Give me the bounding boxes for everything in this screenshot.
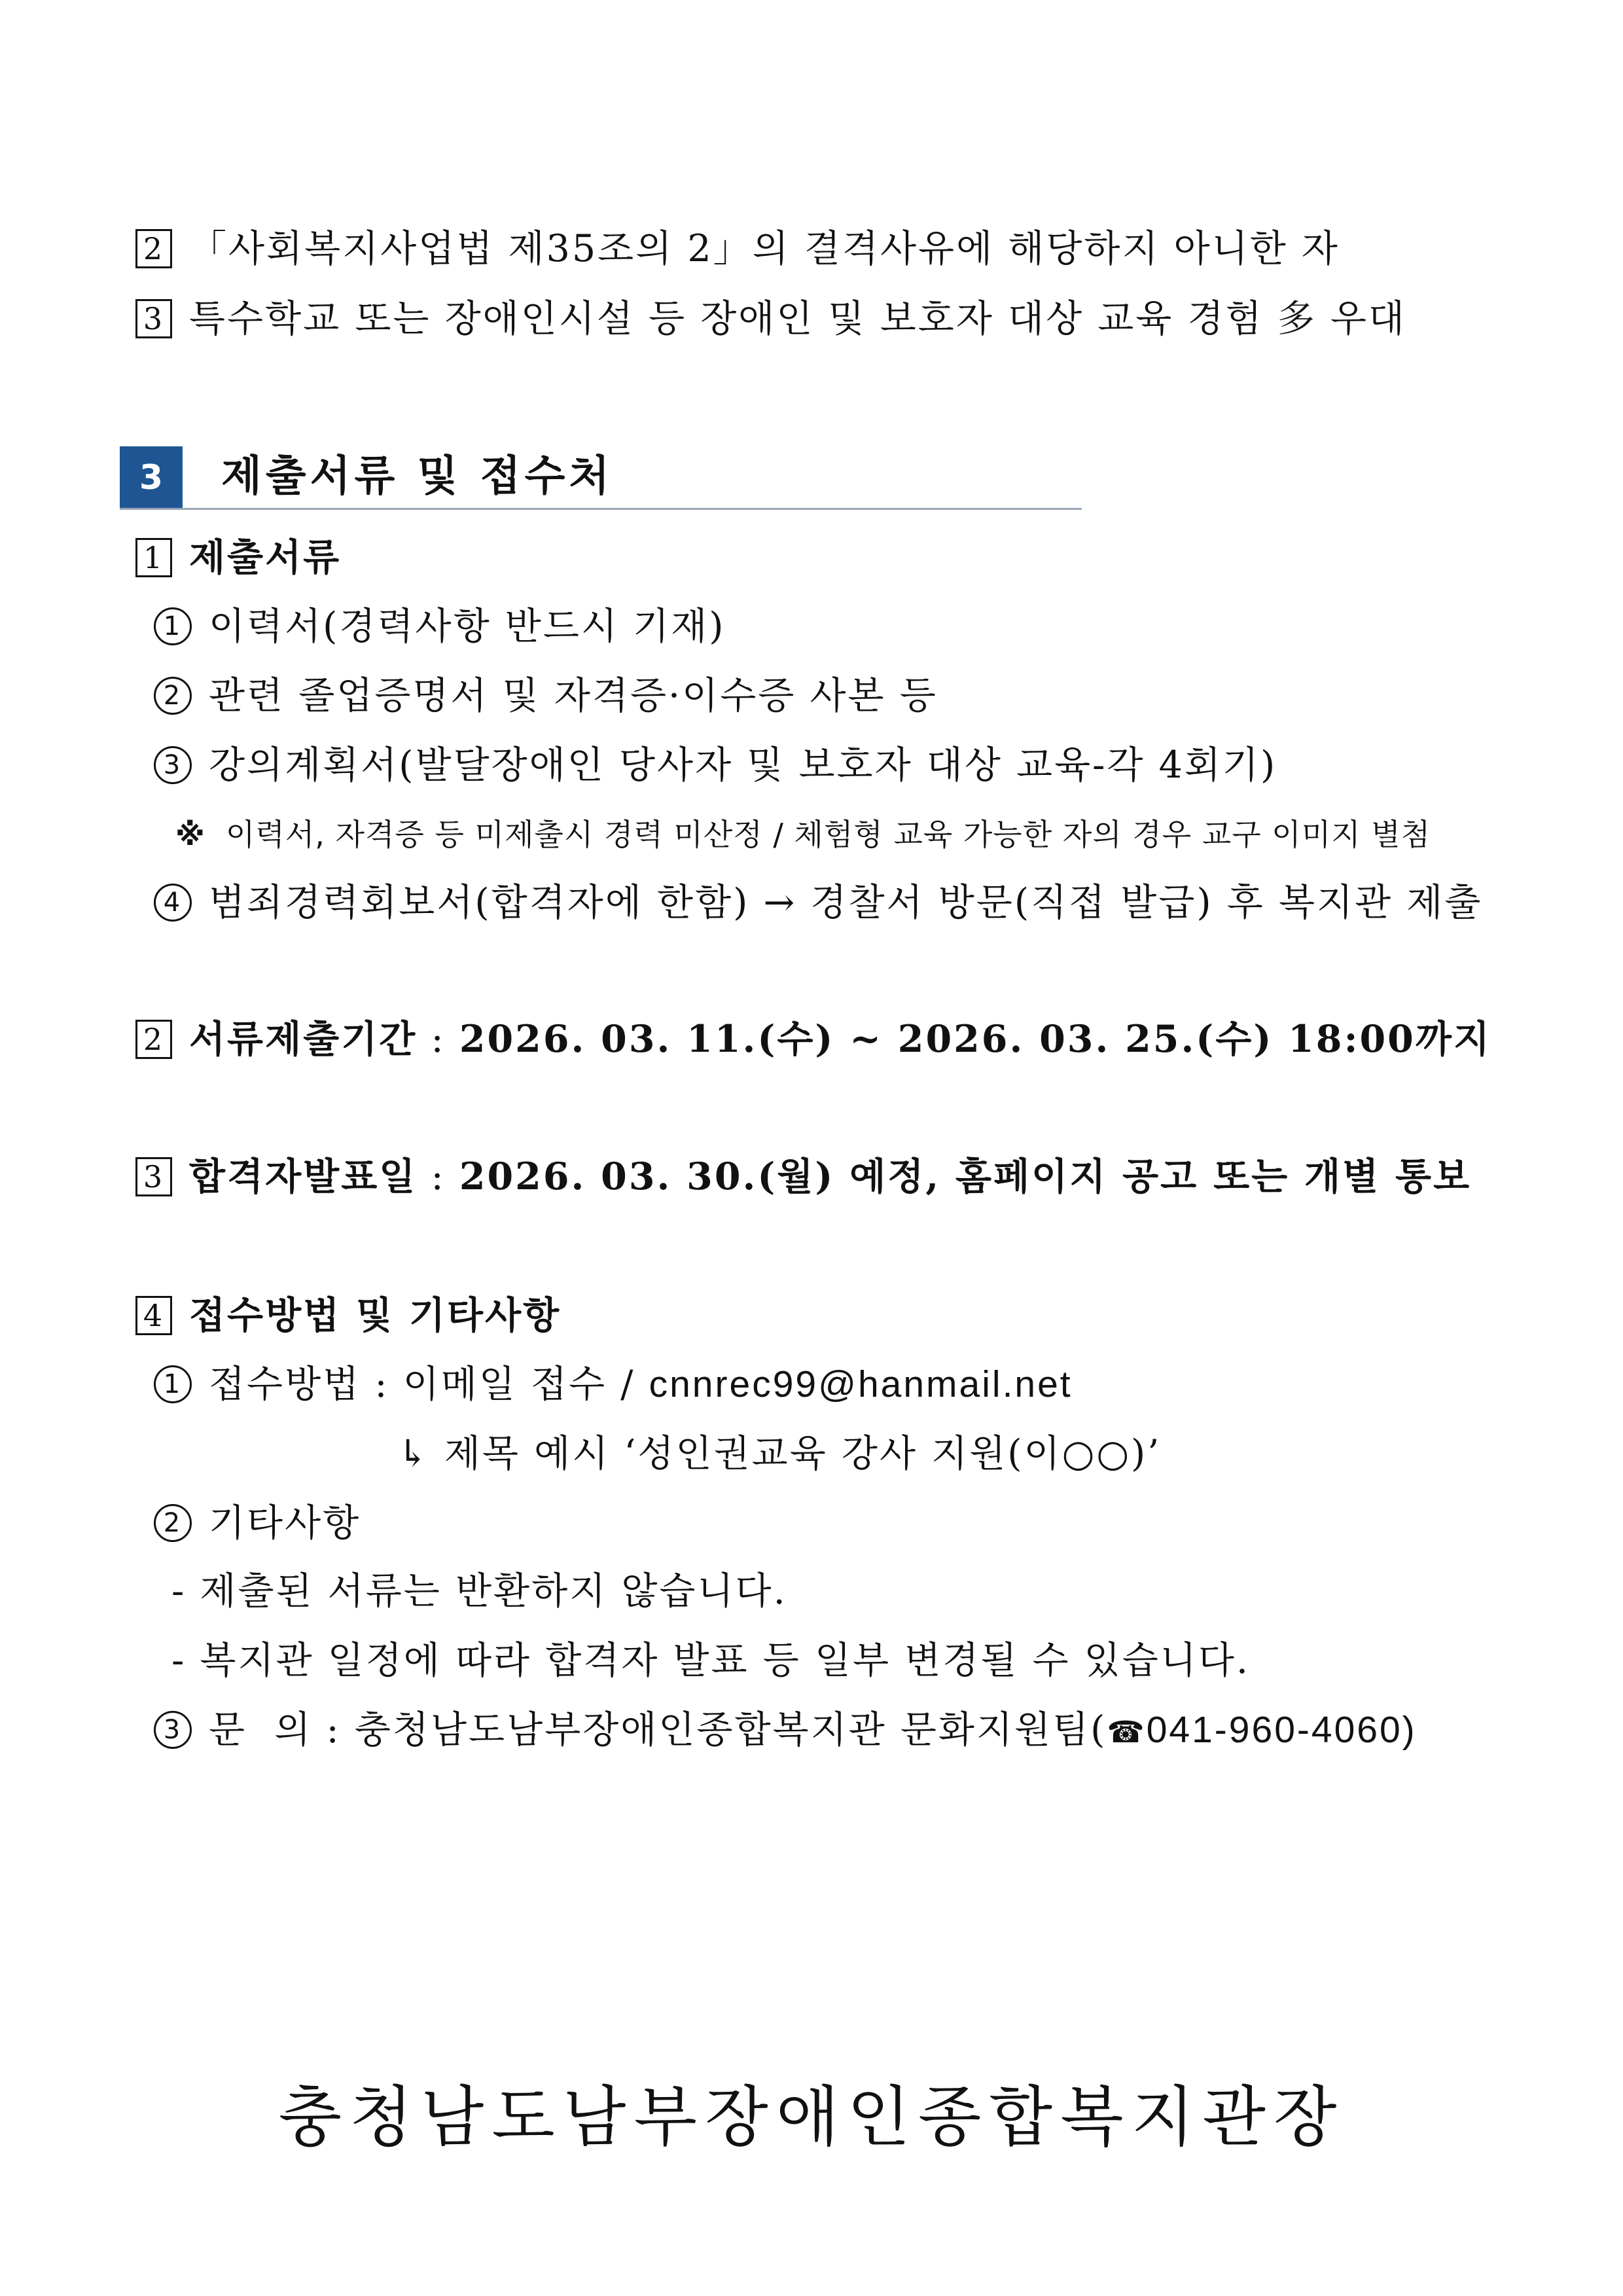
method-title: 접수방법 및 기타사항 xyxy=(189,1293,562,1337)
item-number: 2 xyxy=(154,677,192,715)
document-item-4 xyxy=(154,876,1482,929)
eligibility-item-3 xyxy=(135,293,1406,345)
item-number: 4 xyxy=(154,884,192,922)
method-separator: : xyxy=(374,1363,389,1406)
email-address: cnnrec99@hanmail.net xyxy=(649,1363,1073,1405)
eligibility-text: 「사회복지사업법 제35조의 2」의 결격사유에 해당하지 아니한 자 xyxy=(189,227,1340,270)
method-label: 접수방법 xyxy=(209,1363,361,1406)
method-label: 기타사항 xyxy=(209,1501,361,1545)
method-pre: 이메일 접수 / xyxy=(402,1363,635,1406)
announce-label: 합격자발표일 xyxy=(189,1155,418,1198)
item-number: 2 xyxy=(154,1504,192,1542)
document-text: 관련 졸업증명서 및 자격증·이수증 사본 등 xyxy=(209,674,938,717)
document-item-2 xyxy=(154,670,938,722)
misc-note-2: - 복지관 일정에 따라 합격자 발표 등 일부 변경될 수 있습니다. xyxy=(171,1639,1251,1682)
contact-org: 충청남도남부장애인종합복지관 문화지원팀( xyxy=(354,1708,1107,1751)
method-item-2 xyxy=(154,1497,361,1549)
item-marker: 1 xyxy=(135,538,172,577)
period-label: 서류제출기간 xyxy=(189,1017,418,1061)
eligibility-text: 특수학교 또는 장애인시설 등 장애인 및 보호자 대상 교육 경험 多 우대 xyxy=(189,297,1406,340)
subject-arrow: ↳ xyxy=(397,1432,431,1475)
announce-separator: : xyxy=(431,1155,446,1198)
method-item-3 xyxy=(154,1704,1417,1758)
item-number: 1 xyxy=(154,1365,192,1403)
period-separator: : xyxy=(431,1018,446,1061)
item-number: 3 xyxy=(154,1711,192,1749)
item-marker: 3 xyxy=(135,299,172,338)
section-divider xyxy=(120,508,1082,510)
document-item-1 xyxy=(154,600,725,653)
document-item-3 xyxy=(154,739,1277,791)
section-title: 제출서류 및 접수처 xyxy=(221,452,614,501)
email-subject-example xyxy=(397,1427,1161,1480)
document-text: 이력서(경력사항 반드시 기재) xyxy=(209,605,726,648)
contact-label: 문 의 xyxy=(209,1708,313,1751)
item-number: 1 xyxy=(154,607,192,645)
item-marker: 2 xyxy=(135,229,172,268)
note-mark: ※ xyxy=(175,817,205,852)
method-item-1 xyxy=(154,1358,1073,1410)
subject-text: 제목 예시 ‘성인권교육 강사 지원(이○○)’ xyxy=(444,1432,1162,1475)
contact-separator: : xyxy=(326,1708,341,1751)
item-marker: 2 xyxy=(135,1020,172,1059)
documents-note xyxy=(175,813,1431,856)
note-text: 이력서, 자격증 등 미제출시 경력 미산정 / 체험형 교육 가능한 자의 경우 교구 이미지 별첨 xyxy=(225,817,1431,852)
announcement-date xyxy=(135,1151,1471,1203)
item-marker: 3 xyxy=(135,1157,172,1196)
submission-period xyxy=(135,1013,1491,1066)
organization-director: 충청남도남부장애인종합복지관장 xyxy=(278,2079,1345,2155)
item-marker: 4 xyxy=(135,1296,172,1335)
section-number: 3 xyxy=(120,446,183,509)
documents-heading xyxy=(135,531,341,584)
method-heading xyxy=(135,1289,561,1342)
contact-phone: 041-960-4060) xyxy=(1146,1709,1417,1751)
documents-title: 제출서류 xyxy=(189,535,342,579)
eligibility-item-2 xyxy=(135,223,1340,275)
document-text: 범죄경력회보서(합격자에 한함) → 경찰서 방문(직접 발급) 후 복지관 제출 xyxy=(209,881,1483,924)
period-value: 2026. 03. 11.(수) ~ 2026. 03. 25.(수) 18:00까지 xyxy=(459,1017,1491,1061)
document-text: 강의계획서(발달장애인 당사자 및 보호자 대상 교육-각 4회기) xyxy=(209,744,1277,787)
item-number: 3 xyxy=(154,746,192,784)
announce-value: 2026. 03. 30.(월) 예정, 홈페이지 공고 또는 개별 통보 xyxy=(459,1155,1472,1198)
phone-icon: ☎ xyxy=(1107,1714,1147,1749)
misc-note-1: - 제출된 서류는 반환하지 않습니다. xyxy=(171,1570,787,1613)
